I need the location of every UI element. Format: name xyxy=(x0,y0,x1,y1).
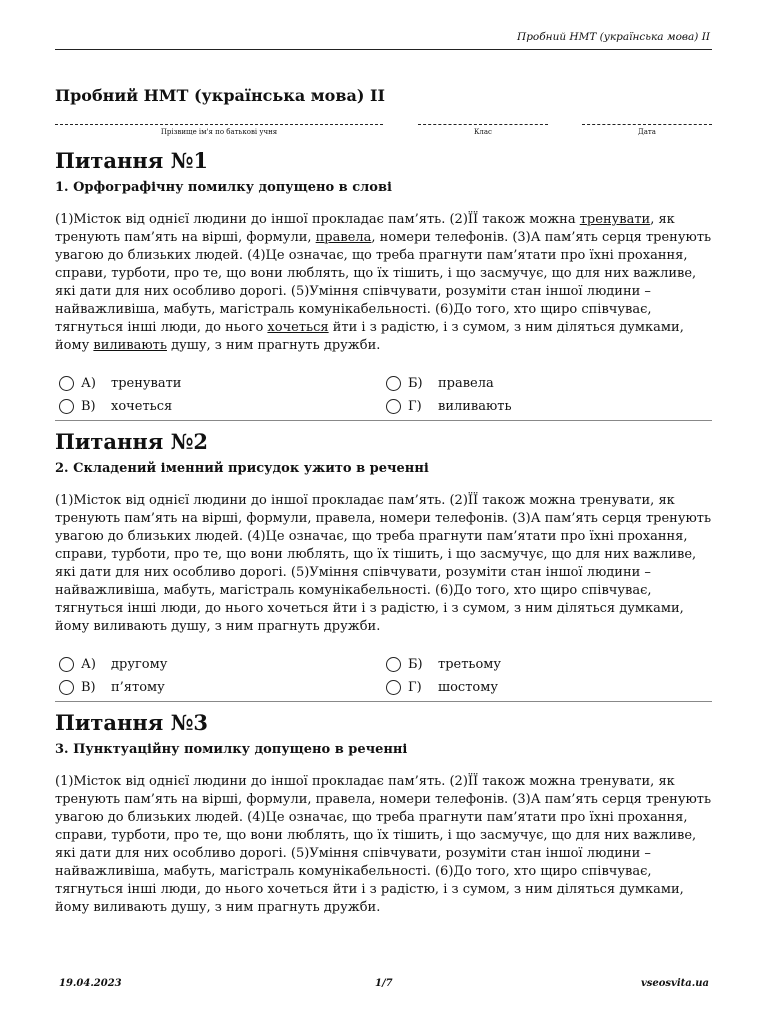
option-b[interactable] xyxy=(386,654,501,674)
option-v[interactable] xyxy=(59,396,172,416)
class-line xyxy=(418,118,548,125)
radio-button-icon[interactable] xyxy=(59,657,74,672)
option-v[interactable] xyxy=(59,677,165,697)
class-label: Клас xyxy=(474,128,492,136)
option-letter: Г) xyxy=(408,679,422,695)
option-text: виливають xyxy=(438,398,512,414)
passage-text: , номери телефонів. (3)А пам’ять серця тренують увагою до близьких людей. (4)Це означає, що треба прагнути пам’ятати про їхні прохання, справи, турботи, про те, що вони люблять, що їх тішить, і що засмучує, що для них важливе, які дати для них особливо дорогі. (5)Уміння співчувати, розуміти стан іншої людини – найважливіша, мабуть, магістраль комунікабельності. (6)До того, хто щиро співчуває, тягнуться інші люди, до нього xyxy=(55,230,712,335)
passage-underlined-word: правела xyxy=(315,230,372,245)
option-a[interactable] xyxy=(59,373,181,393)
date-field[interactable] xyxy=(582,118,712,136)
page-header xyxy=(55,0,712,50)
option-text: правела xyxy=(438,375,494,391)
radio-button-icon[interactable] xyxy=(386,657,401,672)
question-3 xyxy=(55,708,712,917)
question-heading: Питання №3 xyxy=(55,710,209,735)
option-text: третьому xyxy=(438,656,502,672)
question-passage: (1)Місток від однієї людини до іншої прокладає пам’ять. (2)ЇЇ також можна тренувати, як тренують пам’ять на вірші, формули, правела, номери телефонів. (3)А пам’ять серця тренують увагою до близьких людей. (4)Це означає, що треба прагнути пам’ятати про їхні прохання, справи, турботи, про те, що вони люблять, що їх тішить, і що засмучує, що для них важливе, які дати для них особливо дорогі. (5)Уміння співчувати, розуміти стан іншої людини – найважливіша, мабуть, магістраль комунікабельності. (6)До того, хто щиро співчуває, тягнуться інші люди, до нього хочеться йти і з радістю, і з сумом, з ним діляться думками, йому виливають душу, з ним прагнуть дружби. xyxy=(55,493,712,634)
option-letter: А) xyxy=(81,375,96,391)
option-letter: Б) xyxy=(408,656,423,672)
option-a[interactable] xyxy=(59,654,167,674)
question-heading: Питання №2 xyxy=(55,429,209,454)
question-divider xyxy=(55,420,712,421)
date-label: Дата xyxy=(638,128,656,136)
radio-button-icon[interactable] xyxy=(59,680,74,695)
student-name-field[interactable] xyxy=(55,118,383,136)
option-letter: Г) xyxy=(408,398,422,414)
passage-text: , як тренують пам’ять на вірші, формули, xyxy=(55,212,675,245)
question-prompt: 2. Складений іменний присудок ужито в реченні xyxy=(55,461,429,476)
option-letter: Б) xyxy=(408,375,423,391)
question-2 xyxy=(55,427,712,700)
question-divider xyxy=(55,701,712,702)
option-letter: В) xyxy=(81,398,96,414)
student-name-label: Прізвище ім'я по батькові учня xyxy=(160,128,278,136)
question-prompt: 1. Орфографічну помилку допущено в слові xyxy=(55,180,392,195)
document-title: Пробний НМТ (українська мова) II xyxy=(55,86,385,105)
question-passage xyxy=(55,211,712,355)
question-1 xyxy=(55,146,712,419)
date-line xyxy=(582,118,712,125)
option-text: п’ятому xyxy=(111,679,165,695)
option-text: хочеться xyxy=(111,398,173,414)
radio-button-icon[interactable] xyxy=(59,376,74,391)
radio-button-icon[interactable] xyxy=(59,399,74,414)
option-letter: В) xyxy=(81,679,96,695)
footer-date: 19.04.2023 xyxy=(59,978,122,989)
footer-site: vseosvita.ua xyxy=(640,978,709,989)
question-heading: Питання №1 xyxy=(55,148,209,173)
passage-underlined-word: виливають xyxy=(93,338,167,353)
passage-text: душу, з ним прагнуть дружби. xyxy=(166,338,381,353)
option-text: шостому xyxy=(438,679,498,695)
radio-button-icon[interactable] xyxy=(386,376,401,391)
option-g[interactable] xyxy=(386,396,512,416)
header-text: Пробний НМТ (українська мова) II xyxy=(517,31,710,43)
passage-underlined-word: тренувати xyxy=(579,212,651,227)
radio-button-icon[interactable] xyxy=(386,680,401,695)
passage-text: йти і з радістю, і з сумом, з ним діляться думками, йому xyxy=(55,320,684,353)
class-field[interactable] xyxy=(418,118,548,136)
student-name-line xyxy=(55,118,383,125)
answer-options xyxy=(55,373,712,419)
passage-text: (1)Місток від однієї людини до іншої прокладає пам’ять. (2)ЇЇ також можна xyxy=(55,212,580,227)
option-b[interactable] xyxy=(386,373,494,393)
answer-options xyxy=(55,654,712,700)
option-g[interactable] xyxy=(386,677,498,697)
radio-button-icon[interactable] xyxy=(386,399,401,414)
question-prompt: 3. Пунктуаційну помилку допущено в реченні xyxy=(55,742,408,757)
footer-page-number: 1/7 xyxy=(375,978,393,989)
passage-underlined-word: хочеться xyxy=(267,320,329,335)
option-letter: А) xyxy=(81,656,96,672)
option-text: другому xyxy=(111,656,168,672)
question-passage: (1)Місток від однієї людини до іншої прокладає пам’ять. (2)ЇЇ також можна тренувати, як тренують пам’ять на вірші, формули, правела, номери телефонів. (3)А пам’ять серця тренують увагою до близьких людей. (4)Це означає, що треба прагнути пам’ятати про їхні прохання, справи, турботи, про те, що вони люблять, що їх тішить, і що засмучує, що для них важливе, які дати для них особливо дорогі. (5)Уміння співчувати, розуміти стан іншої людини – найважливіша, мабуть, магістраль комунікабельності. (6)До того, хто щиро співчуває, тягнуться інші люди, до нього хочеться йти і з радістю, і з сумом, з ним діляться думками, йому виливають душу, з ним прагнуть дружби. xyxy=(55,774,712,915)
option-text: тренувати xyxy=(111,375,182,391)
